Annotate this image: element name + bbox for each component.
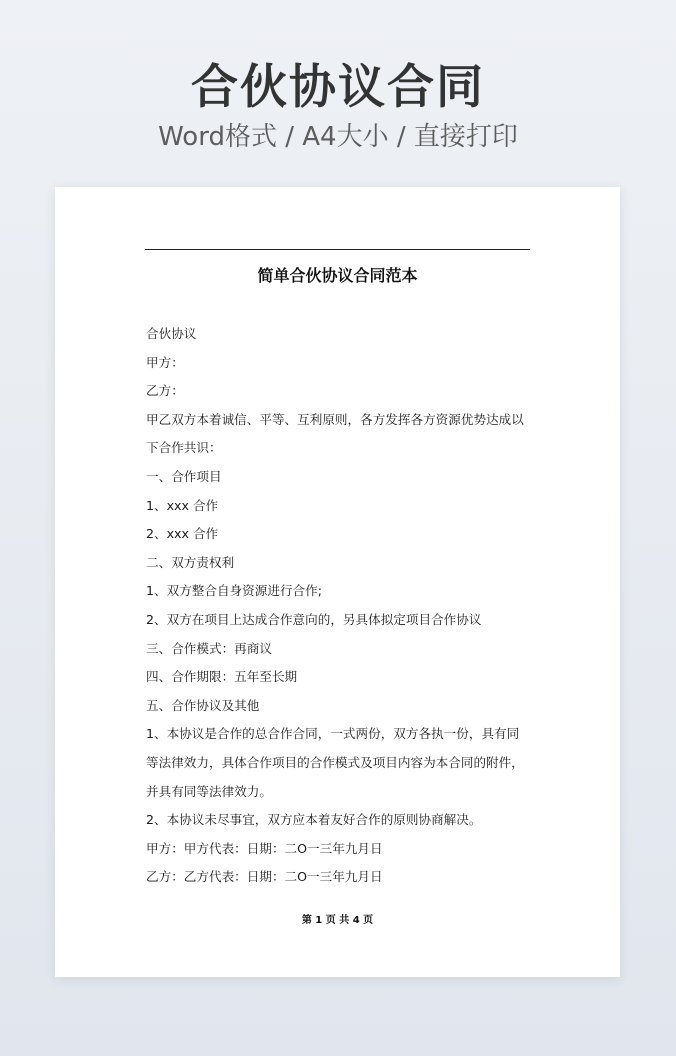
body-line: 甲乙双方本着诚信、平等、互利原则，各方发挥各方资源优势达成以 bbox=[146, 411, 524, 427]
body-line: 四、合作期限：五年至长期 bbox=[146, 669, 298, 685]
body-line: 二、双方责权利 bbox=[146, 554, 235, 570]
body-line: 1、本协议是合作的总合作合同，一式两份，双方各执一份，具有同 bbox=[146, 726, 520, 742]
body-line: 2、双方在项目上达成合作意向的，另具体拟定项目合作协议 bbox=[146, 611, 482, 627]
body-line: 1、xxx 合作 bbox=[146, 497, 219, 513]
body-line: 2、本协议未尽事宜，双方应本着友好合作的原则协商解决。 bbox=[146, 812, 482, 828]
body-line: 下合作共识： bbox=[146, 440, 222, 456]
body-line: 并具有同等法律效力。 bbox=[146, 783, 272, 799]
body-line: 甲方： bbox=[146, 354, 184, 370]
body-line: 合伙协议 bbox=[146, 326, 197, 341]
document-body bbox=[146, 320, 538, 892]
body-line: 乙方： bbox=[146, 383, 184, 399]
body-line: 1、双方整合自身资源进行合作; bbox=[146, 583, 322, 599]
page-number: 第 1 页 共 4 页 bbox=[301, 915, 374, 926]
body-line: 乙方：乙方代表：日期：二O一三年九月日 bbox=[146, 869, 383, 885]
document-page bbox=[55, 187, 620, 977]
body-line: 五、合作协议及其他 bbox=[146, 697, 260, 713]
body-line: 一、合作项目 bbox=[146, 468, 222, 484]
body-line: 等法律效力，具体合作项目的合作模式及项目内容为本合同的附件， bbox=[146, 754, 524, 770]
header-rule bbox=[145, 249, 530, 250]
body-line: 2、xxx 合作 bbox=[146, 526, 219, 542]
body-line: 三、合作模式：再商议 bbox=[146, 640, 272, 656]
banner-subtitle: Word格式 / A4大小 / 直接打印 bbox=[158, 122, 518, 152]
body-line: 甲方：甲方代表：日期：二O一三年九月日 bbox=[146, 840, 383, 856]
banner-title: 合伙协议合同 bbox=[191, 60, 485, 115]
document-title: 简单合伙协议合同范本 bbox=[257, 266, 418, 285]
